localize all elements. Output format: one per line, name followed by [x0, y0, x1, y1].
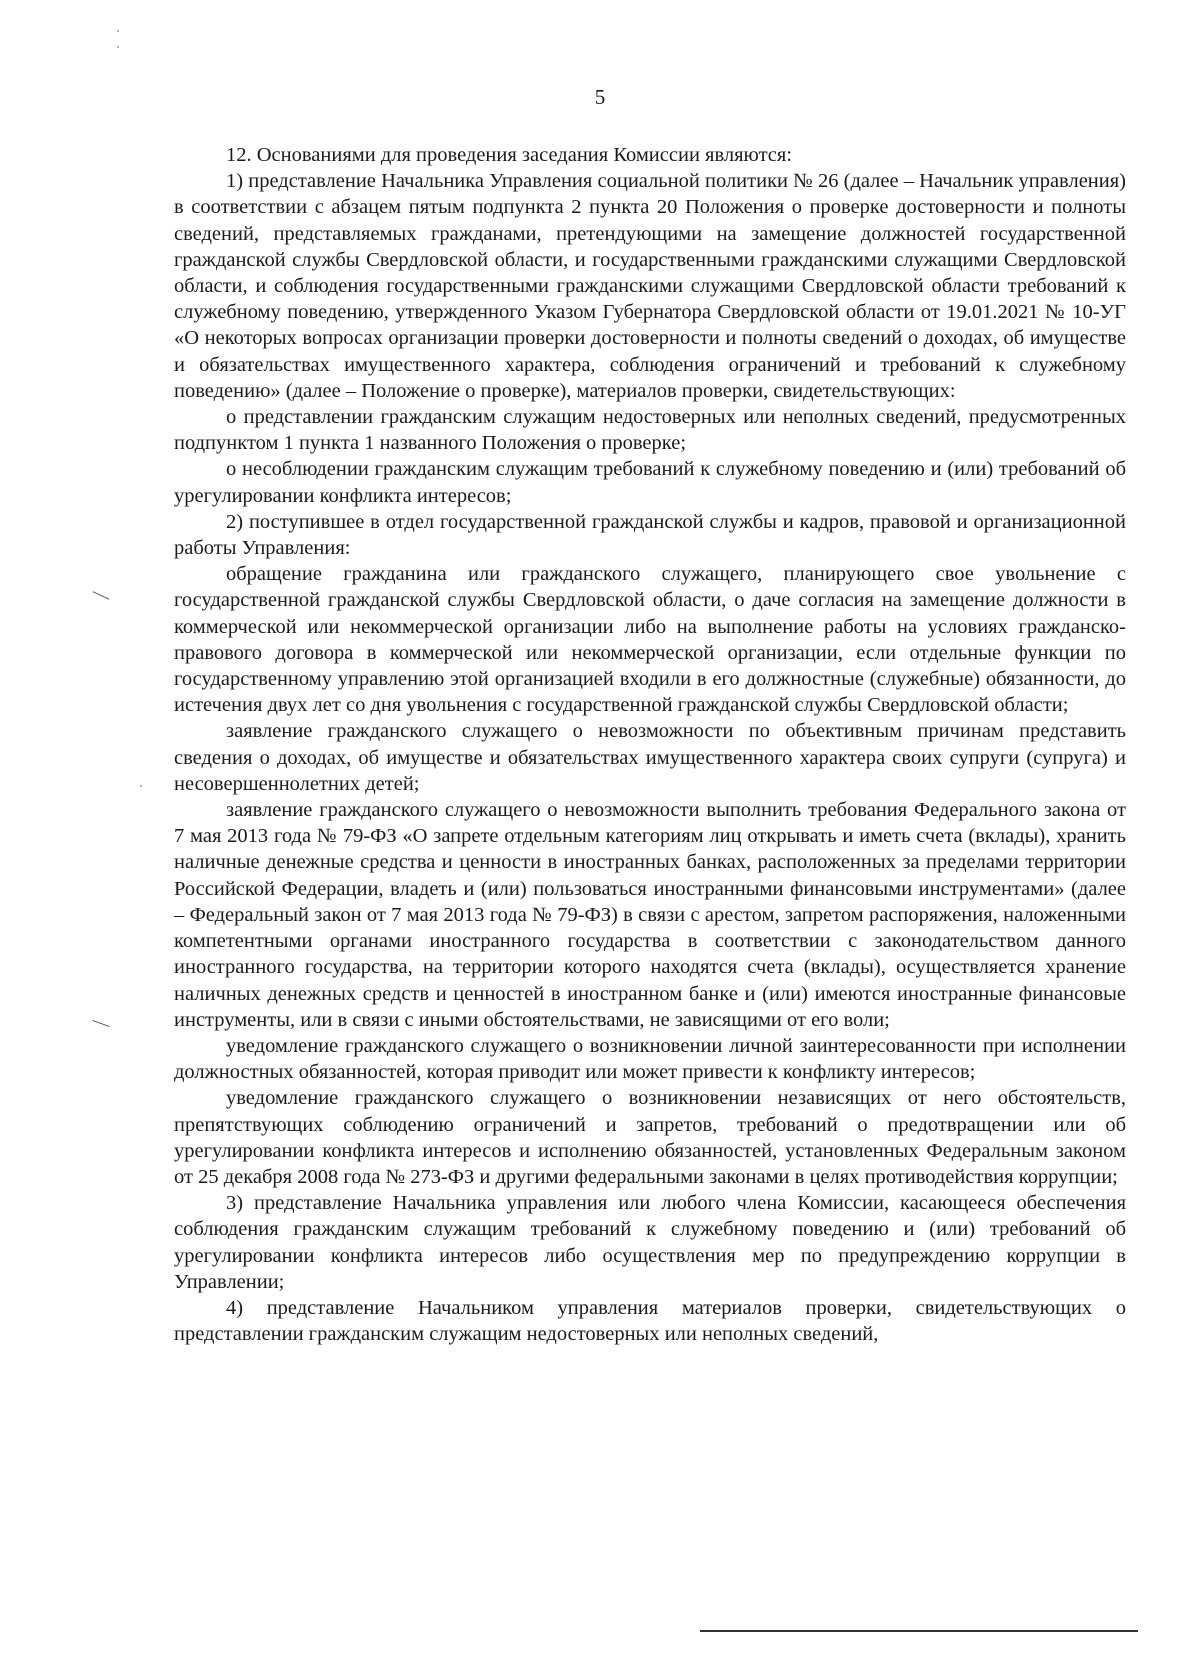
- paragraph-subitem: заявление гражданского служащего о невозможности по объективным причинам представить сведения о доходах, об имуществе и обязательствах имущественного характера своих супруги (супруга) и несовершеннолетних детей;: [174, 720, 1126, 795]
- paragraph-subitem: уведомление гражданского служащего о возникновении личной заинтересованности при исполнении должностных обязанностей, которая приводит или может привести к конфликту интересов;: [174, 1034, 1126, 1084]
- paragraph-subitem: о несоблюдении гражданским служащим требований к служебному поведению и (или) требований об урегулировании конфликта интересов;: [174, 458, 1126, 507]
- paragraph-subitem: заявление гражданского служащего о невозможности выполнить требования Федерального закона от 7 мая 2013 года № 79-ФЗ «О запрете отдельным категориям лиц открывать и иметь счета (вклады), хранить наличные денежные средства и ценности в иностранных банках, расположенных за пределами территории Российской Федерации, владеть и (или) пользоваться иностранными финансовыми инструментами» (далее – Федеральный закон от 7 мая 2013 года № 79-ФЗ) в связи с арестом, запретом распоряжения, наложенными компетентными органами иностранного государства в соответствии с законодательством данного иностранного государства, на территории которого находятся счета (вклады), осуществляется хранение наличных денежных средств и ценностей в иностранном банке и (или) имеются иностранные финансовые инструменты, или в связи с иными обстоятельствами, не зависящими от его воли;: [174, 799, 1126, 1031]
- bottom-rule: [700, 1630, 1138, 1632]
- paragraph-item-4: 4) представление Начальником управления материалов проверки, свидетельствующих о представлении гражданским служащим недостоверных или неполных сведений,: [174, 1296, 1126, 1346]
- page-number: 5: [594, 85, 606, 109]
- paragraph-12-heading: 12. Основаниями для проведения заседания Комиссии являются:: [226, 144, 793, 166]
- scan-speck: [117, 30, 119, 32]
- scan-mark: [92, 1020, 109, 1027]
- scan-speck: [140, 785, 142, 787]
- scan-mark: [93, 591, 110, 600]
- document-body: [174, 142, 1126, 1347]
- paragraph-item-1: 1) представление Начальника Управления социальной политики № 26 (далее – Начальник управления) в соответствии с абзацем пятым подпункта 2 пункта 20 Положения о проверке достоверности и полноты сведений, представляемых гражданами, претендующими на замещение должностей государственной гражданской службы Свердловской области, и государственными гражданскими служащими Свердловской области, и соблюдения государственными гражданскими служащими Свердловской области требований к служебному поведению, утвержденного Указом Губернатора Свердловской области от 19.01.2021 № 10-УГ «О некоторых вопросах организации проверки достоверности и полноты сведений о доходах, об имуществе и обязательствах имущественного характера, соблюдения ограничений и требований к служебному поведению» (далее – Положение о проверке), материалов проверки, свидетельствующих:: [174, 170, 1126, 402]
- paragraph-subitem: обращение гражданина или гражданского служащего, планирующего свое увольнение с государственной гражданской службы Свердловской области, о даче согласия на замещение должности в коммерческой или некоммерческой организации либо на выполнение работы на условиях гражданско-правового договора в коммерческой или некоммерческой организации, если отдельные функции по государственному управлению этой организацией входили в его должностные (служебные) обязанности, до истечения двух лет со дня увольнения с государственной гражданской службы Свердловской области;: [174, 563, 1126, 717]
- paragraph-item-3: 3) представление Начальника управления или любого члена Комиссии, касающееся обеспечения соблюдения гражданским служащим требований к служебному поведению и (или) требований об урегулировании конфликта интересов либо осуществления мер по предупреждению коррупции в Управлении;: [174, 1192, 1126, 1293]
- paragraph-item-2: 2) поступившее в отдел государственной гражданской службы и кадров, правовой и организационной работы Управления:: [174, 510, 1126, 560]
- paragraph-subitem: уведомление гражданского служащего о возникновении независящих от него обстоятельств, препятствующих соблюдению ограничений и запретов, требований о предотвращении или об урегулировании конфликта интересов и исполнению обязанностей, установленных Федеральным законом от 25 декабря 2008 года № 273-ФЗ и другими федеральными законами в целях противодействия коррупции;: [174, 1087, 1126, 1188]
- scan-speck: [117, 46, 119, 48]
- paragraph-subitem: о представлении гражданским служащим недостоверных или неполных сведений, предусмотренных подпунктом 1 пункта 1 названного Положения о проверке;: [174, 406, 1126, 455]
